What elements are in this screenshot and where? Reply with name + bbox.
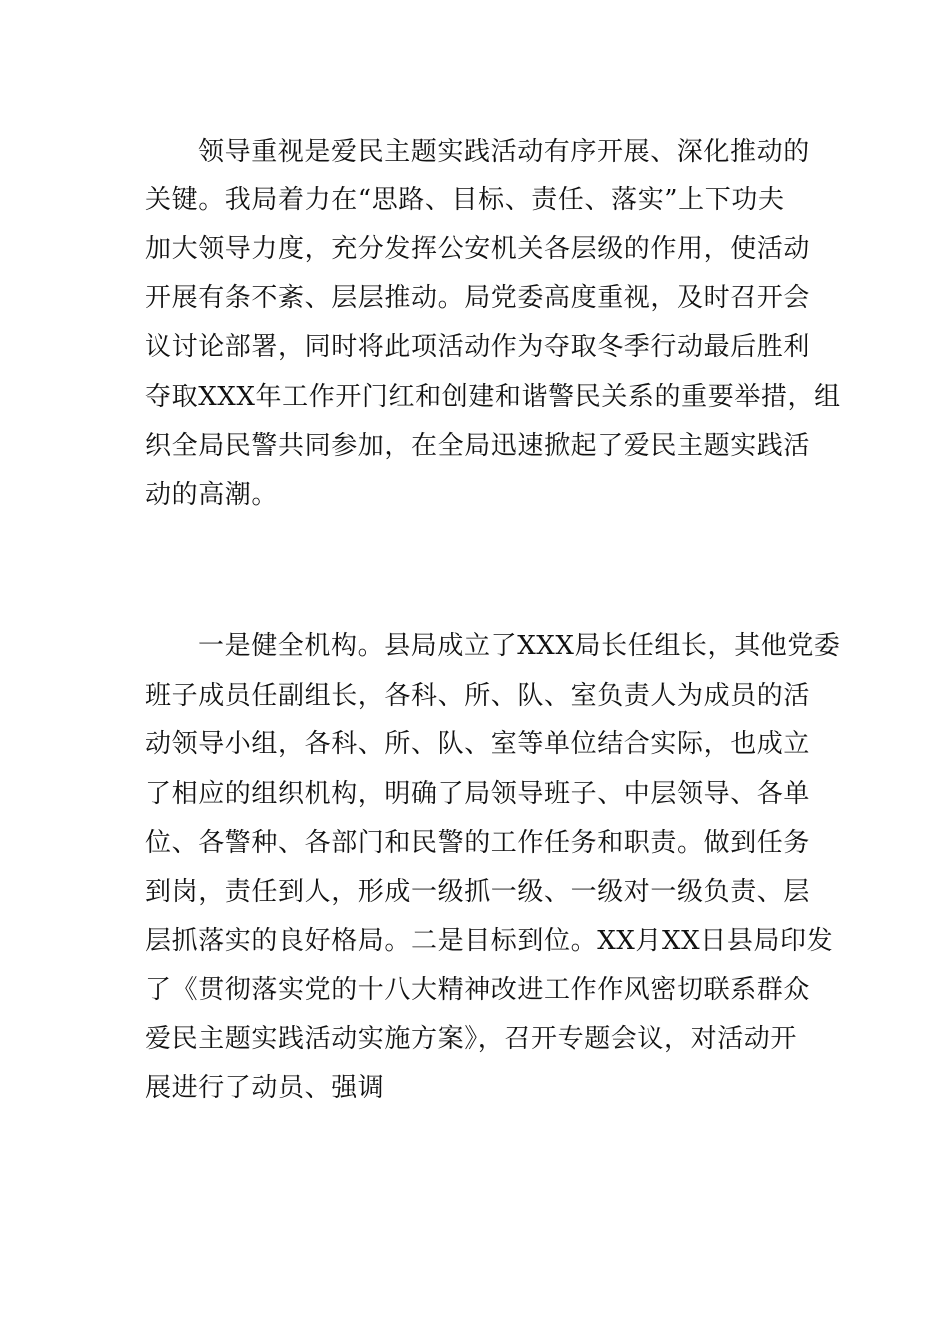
paragraph-line: 议讨论部署，同时将此项活动作为夺取冬季行动最后胜利 <box>145 332 811 362</box>
paragraph-line: 了《贯彻落实党的十八大精神改进工作作风密切联系群众 <box>145 975 811 1005</box>
paragraph-line: 加大领导力度，充分发挥公安机关各层级的作用，使活动 <box>145 234 811 264</box>
paragraph-line: 关键。我局着力在“思路、目标、责任、落实”上下功夫 <box>145 185 785 215</box>
paragraph-line: 层抓落实的良好格局。二是目标到位。XX月XX日县局印发 <box>145 926 834 956</box>
paragraph-line: 开展有条不紊、层层推动。局党委高度重视，及时召开会 <box>145 283 811 313</box>
paragraph-line: 夺取XXX年工作开门红和创建和谐警民关系的重要举措，组 <box>145 382 841 412</box>
paragraph-line: 了相应的组织机构，明确了局领导班子、中层领导、各单 <box>145 779 811 809</box>
paragraph-line: 动的高潮。 <box>145 480 279 510</box>
paragraph-line: 位、各警种、各部门和民警的工作任务和职责。做到任务 <box>145 828 811 858</box>
paragraph-line: 到岗，责任到人，形成一级抓一级、一级对一级负责、层 <box>145 877 811 907</box>
paragraph-line: 班子成员任副组长，各科、所、队、室负责人为成员的活 <box>145 681 811 711</box>
paragraph-line: 织全局民警共同参加，在全局迅速掀起了爱民主题实践活 <box>145 431 811 461</box>
paragraph-line: 动领导小组，各科、所、队、室等单位结合实际，也成立 <box>145 729 811 759</box>
paragraph-line: 展进行了动员、强调 <box>145 1073 385 1103</box>
paragraph-line: 领导重视是爱民主题实践活动有序开展、深化推动的 <box>198 137 810 167</box>
paragraph-line: 爱民主题实践活动实施方案》，召开专题会议，对活动开 <box>145 1024 798 1054</box>
paragraph-line: 一是健全机构。县局成立了XXX局长任组长，其他党委 <box>198 631 841 661</box>
